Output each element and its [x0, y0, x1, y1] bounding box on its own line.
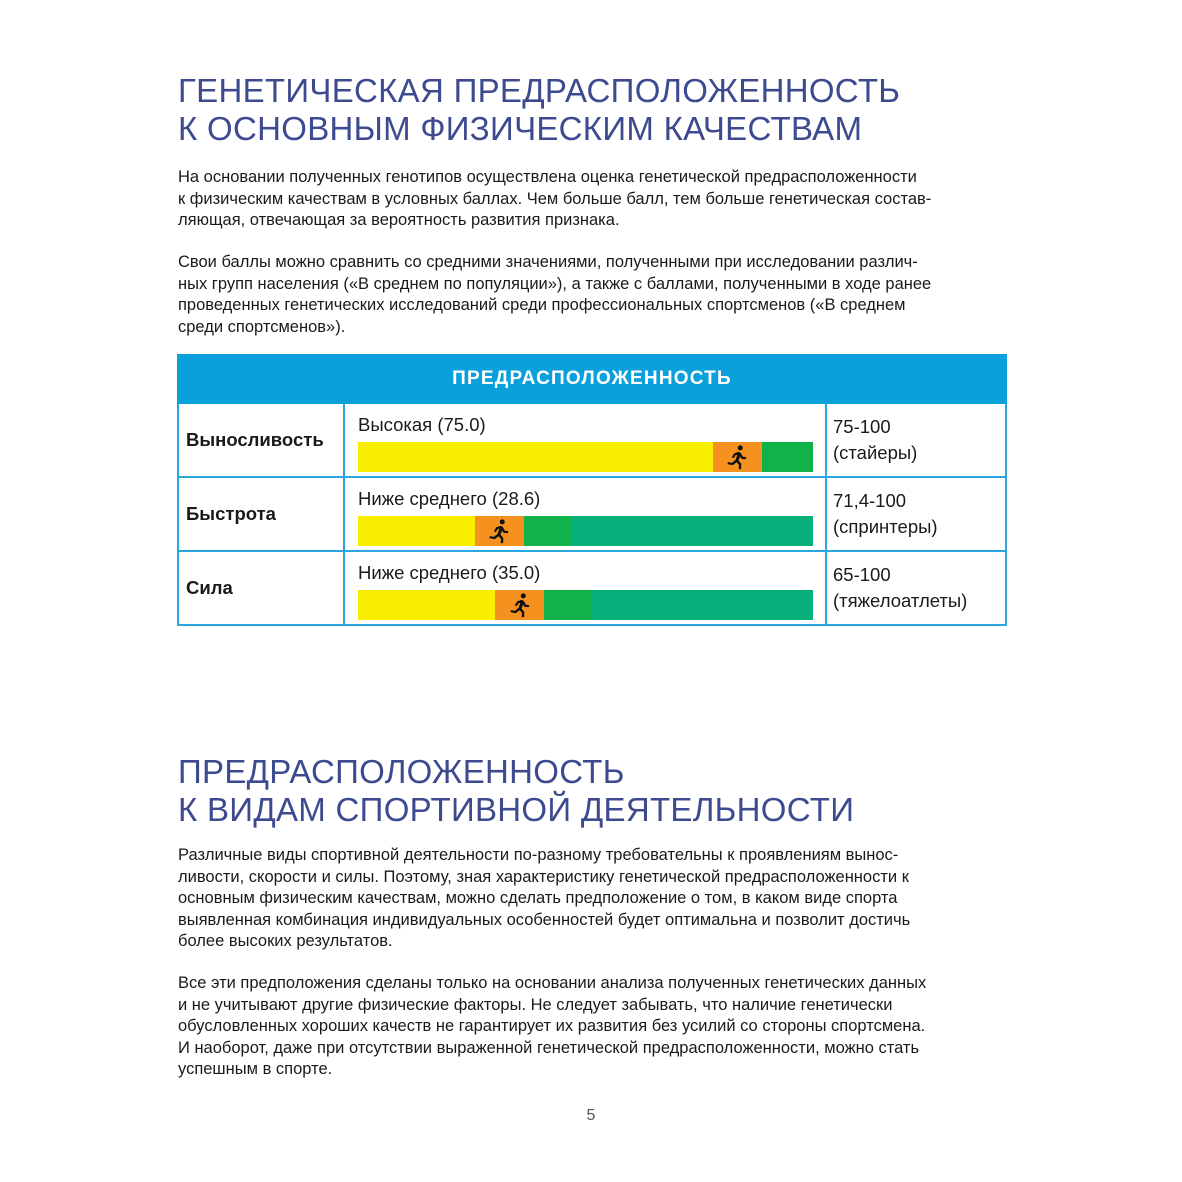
paragraph-line: проведенных генетических исследований среди профессиональных спортсменов («В среднем: [178, 296, 906, 315]
score-cell: [344, 477, 826, 551]
title-line: ГЕНЕТИЧЕСКАЯ ПРЕДРАСПОЛОЖЕННОСТЬ: [178, 72, 901, 109]
bar-segment-orange: [495, 590, 544, 620]
paragraph-line: Различные виды спортивной деятельности по-разному требовательны к проявлениям вынос-: [178, 846, 899, 864]
bar-segment-green: [544, 590, 592, 620]
paragraph-line: Свои баллы можно сравнить со средними значениями, полученными при исследовании различ-: [178, 253, 918, 271]
paragraph-line: и не учитывают другие физические факторы. Не следует забывать, что наличие генетически: [178, 995, 893, 1014]
level-label: Ниже среднего (28.6): [358, 488, 541, 509]
bar-segment-orange: [713, 442, 762, 472]
bar-segment-teal: [592, 590, 813, 620]
score-bar: [358, 590, 813, 620]
section-title-sport-types: [178, 753, 854, 829]
athlete-range: [826, 477, 1006, 551]
predisposition-table: [177, 354, 1007, 626]
intro-paragraph: [178, 167, 1005, 232]
table-header: ПРЕДРАСПОЛОЖЕННОСТЬ: [178, 355, 1006, 403]
range-value: 71,4-100: [833, 490, 907, 511]
bar-segment-green: [762, 442, 813, 472]
comparison-paragraph: [178, 252, 1005, 338]
bar-segment-yellow: [358, 516, 475, 546]
score-bar: [358, 516, 813, 546]
trait-name: Выносливость: [178, 403, 344, 477]
athlete-range: [826, 551, 1006, 625]
paragraph-line: успешным в спорте.: [178, 1060, 333, 1079]
paragraph-line: И наоборот, даже при отсутствии выраженной генетической предрасположенности, можно стать: [178, 1038, 920, 1057]
section-title-physical-qualities: [178, 72, 900, 148]
page-number: 5: [586, 1107, 596, 1124]
runner-icon: [724, 444, 750, 470]
title-line: К ВИДАМ СПОРТИВНОЙ ДЕЯТЕЛЬНОСТИ: [178, 791, 855, 828]
runner-icon: [507, 592, 533, 618]
table-row: [178, 477, 1006, 551]
paragraph-line: ливости, скорости и силы. Поэтому, зная характеристику генетической предрасположенности к: [178, 867, 909, 886]
title-line: ПРЕДРАСПОЛОЖЕННОСТЬ: [178, 753, 625, 790]
title-line: К ОСНОВНЫМ ФИЗИЧЕСКИМ КАЧЕСТВАМ: [178, 110, 863, 147]
bar-segment-green: [524, 516, 572, 546]
paragraph-line: обусловленных хороших качеств не гарантирует их развития без усилий со стороны спортсмена.: [178, 1017, 926, 1036]
score-bar: [358, 442, 813, 472]
bar-segment-yellow: [358, 590, 495, 620]
bar-segment-yellow: [358, 442, 713, 472]
paragraph-line: основным физическим качествам, можно сделать предположение о том, в каком виде спорта: [178, 889, 898, 908]
paragraph-line: к физическим качествам в условных баллах. Чем больше балл, тем больше генетическая состав-: [178, 189, 932, 208]
paragraph-line: На основании полученных генотипов осуществлена оценка генетической предрасположенности: [178, 168, 917, 186]
paragraph-line: Все эти предположения сделаны только на основании анализа полученных генетических данных: [178, 974, 927, 992]
range-value: 75-100: [833, 416, 891, 437]
bar-segment-orange: [475, 516, 524, 546]
trait-name: Сила: [178, 551, 344, 625]
level-label: Высокая (75.0): [358, 414, 486, 435]
table-row: [178, 403, 1006, 477]
runner-icon: [486, 518, 512, 544]
level-label: Ниже среднего (35.0): [358, 562, 541, 583]
score-cell: [344, 403, 826, 477]
range-group: (тяжелоатлеты): [833, 590, 968, 611]
score-cell: [344, 551, 826, 625]
paragraph-line: среди спортсменов»).: [178, 317, 346, 336]
athlete-range: [826, 403, 1006, 477]
range-value: 65-100: [833, 564, 891, 585]
disclaimer-paragraph: [178, 973, 1005, 1081]
paragraph-line: более высоких результатов.: [178, 932, 393, 951]
bar-segment-teal: [571, 516, 813, 546]
sport-types-paragraph: [178, 845, 1005, 953]
trait-name: Быстрота: [178, 477, 344, 551]
range-group: (спринтеры): [833, 516, 938, 537]
paragraph-line: выявленная комбинация индивидуальных особенностей будет оптимальна и позволит достичь: [178, 910, 911, 929]
range-group: (стайеры): [833, 442, 918, 463]
table-row: [178, 551, 1006, 625]
paragraph-line: ляющая, отвечающая за вероятность развития признака.: [178, 211, 620, 230]
paragraph-line: ных групп населения («В среднем по популяции»), а также с баллами, полученными в ходе ранее: [178, 274, 932, 293]
